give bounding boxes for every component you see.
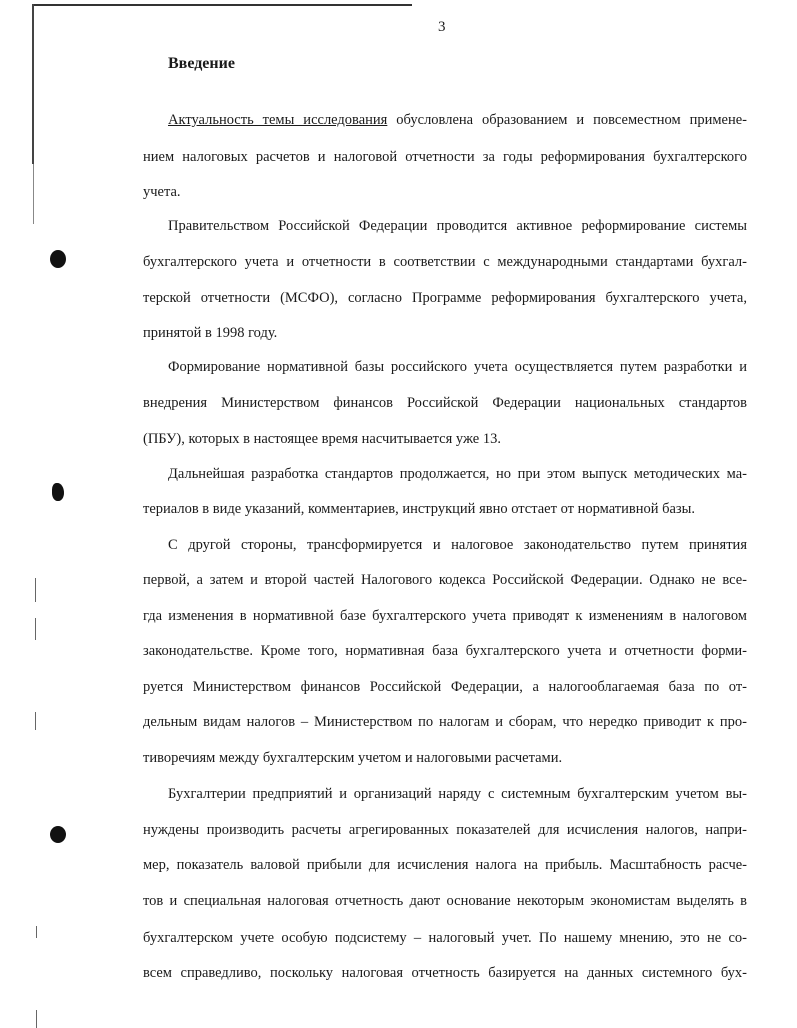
scan-mark [36, 926, 37, 938]
text-line: (ПБУ), которых в настоящее время насчитывается уже 13. [143, 431, 501, 447]
scan-border-top [32, 4, 412, 6]
page-number: 3 [438, 19, 446, 35]
text-line: Бухгалтерии предприятий и организаций наряду с системным бухгалтерским учетом вы- [168, 786, 747, 802]
text-line: всем справедливо, поскольку налоговая отчетность базируется на данных системного бух- [143, 965, 747, 981]
punch-hole [52, 483, 64, 501]
text-line: тиворечиям между бухгалтерским учетом и налоговыми расчетами. [143, 750, 563, 766]
text-line: гда изменения в нормативной базе бухгалтерского учета приводят к изменениям в налоговом [143, 608, 747, 624]
punch-hole [50, 826, 66, 843]
text-line: руется Министерством финансов Российской Федерации, а налогооблагаемая база по от- [143, 679, 747, 695]
text-line: Дальнейшая разработка стандартов продолжается, но при этом выпуск методических ма- [168, 466, 747, 482]
punch-hole [50, 250, 66, 268]
scan-mark [35, 618, 36, 640]
text-line: первой, а затем и второй частей Налогового кодекса Российской Федерации. Однако не все- [143, 572, 747, 588]
text-line: териалов в виде указаний, комментариев, инструкций явно отстает от нормативной базы. [143, 501, 696, 517]
scan-mark [35, 712, 36, 730]
scan-mark [35, 578, 36, 602]
scan-border-left-lower [33, 164, 34, 224]
text-line: внедрения Министерством финансов Российской Федерации национальных стандартов [143, 395, 747, 411]
text-line: мер, показатель валовой прибыли для исчисления налога на прибыль. Масштабность расче- [143, 857, 747, 873]
text-line: Правительством Российской Федерации проводится активное реформирование системы [168, 218, 747, 234]
text-line: терской отчетности (МСФО), согласно Программе реформирования бухгалтерского учета, [143, 290, 747, 306]
text-line: С другой стороны, трансформируется и налоговое законодательство путем принятия [168, 537, 747, 553]
text-line: дельным видам налогов – Министерством по налогам и сборам, что нередко приводит к про- [143, 714, 747, 730]
text-line: законодательстве. Кроме того, нормативная база бухгалтерского учета и отчетности форми- [143, 643, 747, 659]
text-line: Актуальность темы исследования обусловлена образованием и повсеместном примене- [168, 112, 747, 128]
text-line: бухгалтерском учете особую подсистему – налоговый учет. По нашему мнению, это не со- [143, 930, 747, 946]
text-line: нием налоговых расчетов и налоговой отчетности за годы реформирования бухгалтерского [143, 149, 747, 165]
section-heading: Введение [168, 55, 235, 72]
text-line: Формирование нормативной базы российского учета осуществляется путем разработки и [168, 359, 747, 375]
text-line: принятой в 1998 году. [143, 325, 278, 341]
text-line: нуждены производить расчеты агрегированных показателей для исчисления налогов, напри- [143, 822, 747, 838]
scan-mark [36, 1010, 37, 1028]
text-line: бухгалтерского учета и отчетности в соответствии с международными стандартами бухгал- [143, 254, 747, 270]
text-line: учета. [143, 184, 181, 200]
scan-border-left [32, 4, 34, 164]
underlined-phrase: Актуальность темы исследования [168, 112, 388, 128]
text-line: тов и специальная налоговая отчетность дают основание некоторым экономистам выделять в [143, 893, 747, 909]
